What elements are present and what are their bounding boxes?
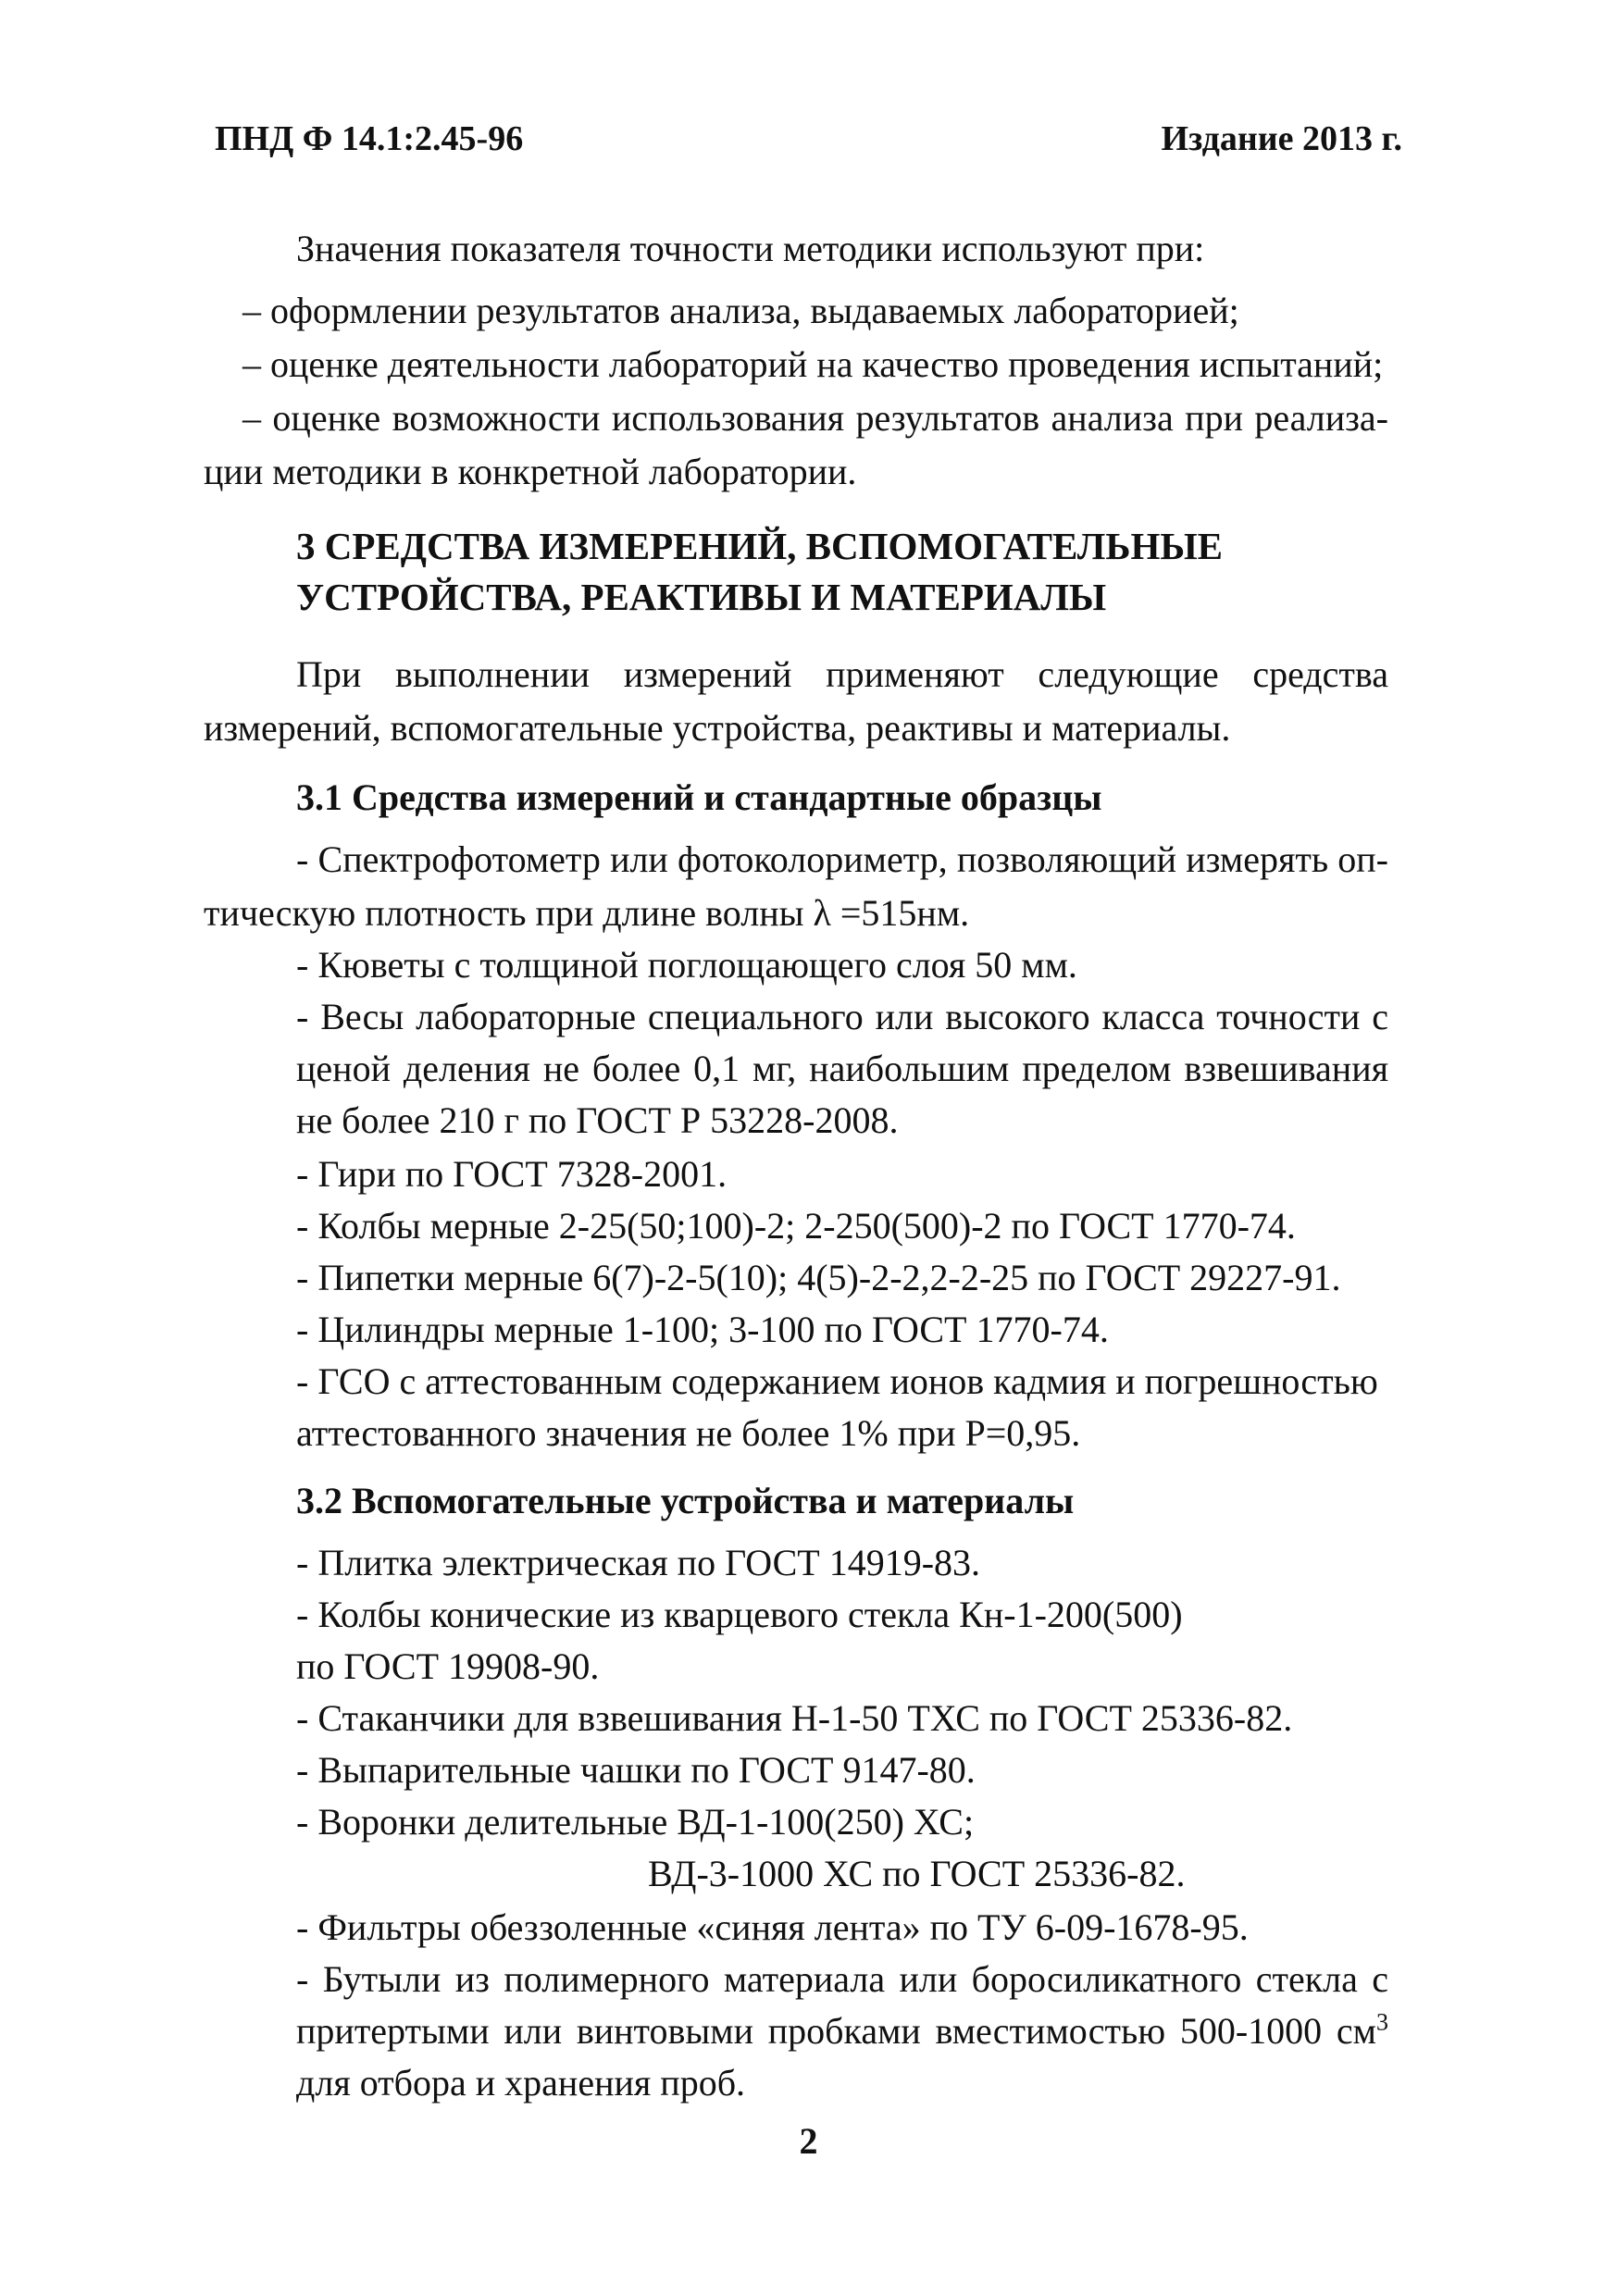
list-item: тическую плотность при длине волны λ =515нм. — [204, 892, 970, 934]
list-item: ценой деления не более 0,1 мг, наибольшим пределом взвешивания — [296, 1048, 1388, 1089]
list-item: - Стаканчики для взвешивания Н-1-50 ТХС по ГОСТ 25336-82. — [296, 1697, 1293, 1739]
list-item: - Кюветы с толщиной поглощающего слоя 50 мм. — [296, 944, 1077, 986]
list-item: - Гири по ГОСТ 7328-2001. — [296, 1153, 728, 1195]
section-intro: измерений, вспомогательные устройства, реактивы и материалы. — [204, 707, 1231, 749]
subsection-heading: 3.2 Вспомогательные устройства и материалы — [296, 1480, 1075, 1521]
list-item: ВД-3-1000 ХС по ГОСТ 25336-82. — [648, 1853, 1186, 1894]
list-item: - Пипетки мерные 6(7)-2-5(10); 4(5)-2-2,2-2-25 по ГОСТ 29227-91. — [296, 1257, 1341, 1298]
intro-item: ции методики в конкретной лаборатории. — [204, 451, 857, 492]
section-heading: 3 СРЕДСТВА ИЗМЕРЕНИЙ, ВСПОМОГАТЕЛЬНЫЕ — [296, 525, 1223, 567]
list-item: - Бутыли из полимерного материала или боросиликатного стекла с — [296, 1958, 1388, 2000]
list-item: - Цилиндры мерные 1-100; 3-100 по ГОСТ 1770-74. — [296, 1309, 1109, 1350]
list-item: - Фильтры обеззоленные «синяя лента» по ТУ 6-09-1678-95. — [296, 1906, 1249, 1948]
list-item: - Выпарительные чашки по ГОСТ 9147-80. — [296, 1749, 976, 1791]
document-code: ПНД Ф 14.1:2.45-96 — [215, 119, 524, 158]
section-heading: УСТРОЙСТВА, РЕАКТИВЫ И МАТЕРИАЛЫ — [296, 576, 1107, 618]
list-item-text: притертыми или винтовыми пробками вместимостью 500-1000 см — [296, 2010, 1376, 2052]
page-number: 2 — [799, 2120, 818, 2162]
intro-item: – оценке возможности использования результатов анализа при реализа- — [243, 397, 1388, 439]
list-item: - Колбы конические из кварцевого стекла Кн-1-200(500) — [296, 1594, 1183, 1635]
list-item: - Весы лабораторные специального или высокого класса точности с — [296, 996, 1388, 1037]
list-item: - Колбы мерные 2-25(50;100)-2; 2-250(500)-2 по ГОСТ 1770-74. — [296, 1205, 1296, 1247]
intro-item: – оценке деятельности лабораторий на качество проведения испытаний; — [243, 343, 1384, 385]
section-intro: При выполнении измерений применяют следующие средства — [296, 653, 1388, 695]
subsection-heading: 3.1 Средства измерений и стандартные образцы — [296, 776, 1102, 818]
list-item: - Плитка электрическая по ГОСТ 14919-83. — [296, 1542, 981, 1583]
list-item: - ГСО с аттестованным содержанием ионов кадмия и погрешностью — [296, 1360, 1378, 1402]
list-item: - Воронки делительные ВД-1-100(250) ХС; — [296, 1801, 975, 1843]
list-item: для отбора и хранения проб. — [296, 2062, 746, 2104]
edition-label: Издание 2013 г. — [1161, 119, 1402, 158]
list-item: не более 210 г по ГОСТ Р 53228-2008. — [296, 1099, 899, 1141]
list-item — [296, 2009, 1388, 2054]
list-item: по ГОСТ 19908-90. — [296, 1645, 600, 1687]
list-item: - Спектрофотометр или фотоколориметр, позволяющий измерять оп- — [296, 838, 1388, 880]
intro-lead: Значения показателя точности методики используют при: — [296, 228, 1205, 269]
intro-item: – оформлении результатов анализа, выдаваемых лабораторией; — [243, 290, 1239, 331]
list-item: аттестованного значения не более 1% при Р=0,95. — [296, 1412, 1081, 1454]
superscript: 3 — [1376, 2008, 1388, 2036]
